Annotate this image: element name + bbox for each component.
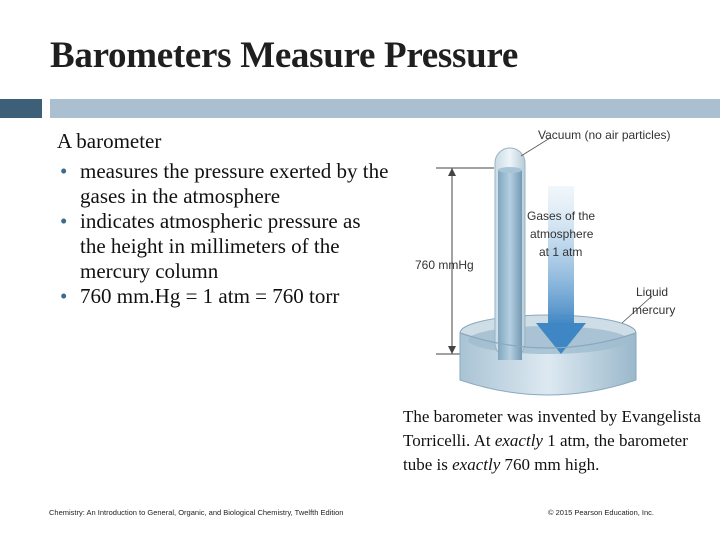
slide-title: Barometers Measure Pressure bbox=[50, 35, 518, 76]
label-gases-1: Gases of the bbox=[527, 209, 596, 223]
bullet-text: indicates atmospheric pressure as the height in millimeters of the mercury column bbox=[80, 209, 361, 283]
bullet-item bbox=[60, 159, 390, 209]
arrow-up-icon bbox=[448, 168, 456, 176]
label-gases-2: atmosphere bbox=[530, 227, 594, 241]
arrow-down-icon bbox=[448, 346, 456, 354]
caption-emphasis-1: exactly bbox=[494, 431, 543, 450]
footer-copyright: © 2015 Pearson Education, Inc. bbox=[548, 508, 655, 517]
title-bar-accent bbox=[0, 99, 42, 118]
bullet-icon: • bbox=[60, 159, 68, 183]
mercury-column bbox=[498, 170, 522, 360]
barometer-figure bbox=[400, 118, 710, 400]
lead-text: A barometer bbox=[57, 129, 162, 153]
caption-part-1: The barometer was invented by Evangelista Torricelli. At bbox=[403, 407, 701, 450]
bullet-text: measures the pressure exerted by the gases in the atmosphere bbox=[80, 159, 389, 208]
caption-part-2: 1 atm, the barometer tube is bbox=[403, 431, 688, 474]
mercury-meniscus bbox=[498, 167, 522, 173]
bullet-icon: • bbox=[60, 209, 68, 233]
caption-emphasis-2: exactly bbox=[452, 455, 501, 474]
bullet-text: 760 mm.Hg = 1 atm = 760 torr bbox=[80, 284, 340, 308]
figure-caption bbox=[403, 405, 703, 477]
bullet-list bbox=[60, 159, 390, 309]
bullet-item bbox=[60, 284, 390, 309]
label-liquid-1: Liquid bbox=[636, 285, 669, 299]
bullet-icon: • bbox=[60, 284, 68, 308]
footer-book-title: Chemistry: An Introduction to General, Organic, and Biological Chemistry, Twelfth Edition bbox=[49, 508, 344, 517]
label-liquid-2: mercury bbox=[632, 303, 676, 317]
bullet-item bbox=[60, 209, 390, 284]
label-vacuum: Vacuum (no air particles) bbox=[538, 128, 671, 142]
barometer-illustration bbox=[400, 118, 710, 400]
label-gases-3: at 1 atm bbox=[539, 245, 583, 259]
label-height: 760 mmHg bbox=[415, 258, 474, 272]
title-bar bbox=[50, 99, 720, 118]
caption-part-3: 760 mm high. bbox=[500, 455, 600, 474]
